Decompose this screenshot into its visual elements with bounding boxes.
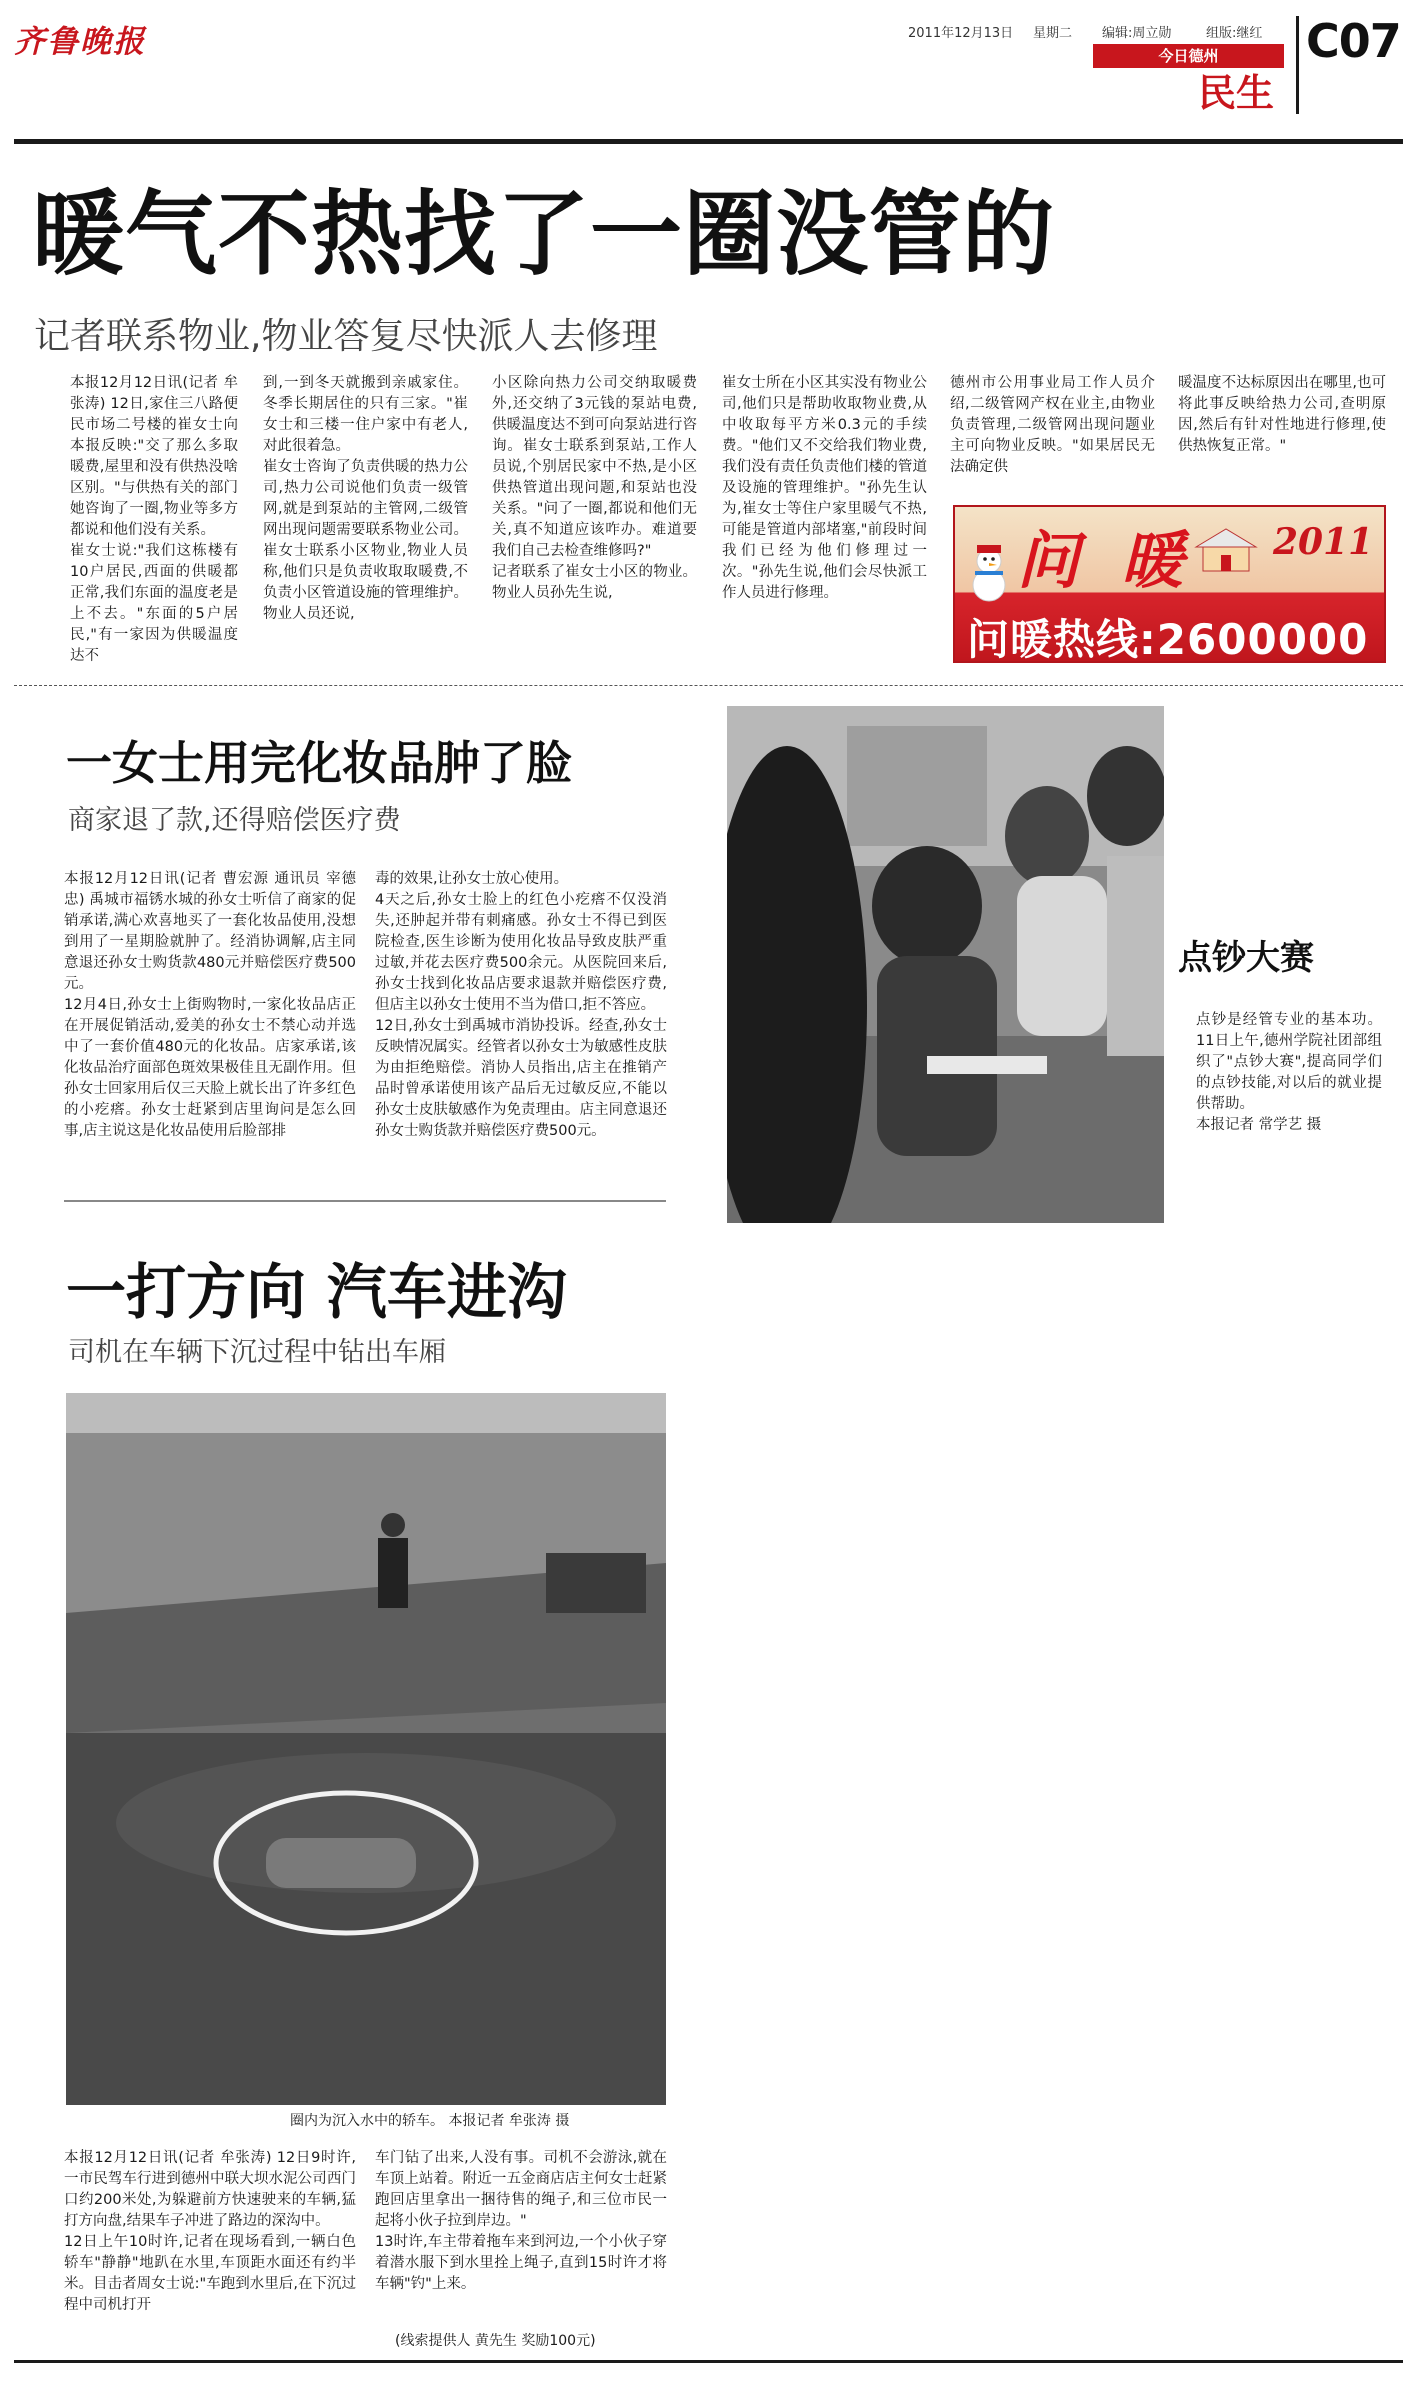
story1-headline: 暖气不热找了一圈没管的 [32,181,1056,288]
story3-subhead: 司机在车辆下沉过程中钻出车厢 [68,1337,446,1368]
story2-headline: 一女士用完化妆品肿了脸 [66,736,572,790]
story3-col-1: 本报12月12日讯(记者 牟张涛) 12日9时许,一市民驾车行进到德州中联大坝水泥公司西门口约200米处,为躲避前方快速驶来的车辆,猛打方向盘,结果车子冲进了路边的深沟中。 12日上午10时许,记者在现场看到,一辆白色轿车"静静"地趴在水里,车顶距水面还有约半米。目击者周女士说:"车跑到水里后,在下沉过程中司机打开 [64,2150,356,2313]
paper-logo: 齐鲁晚报 [14,24,146,60]
photo-feature-caption: 点钞是经管专业的基本功。11日上午,德州学院社团部组织了"点钞大赛",提高同学们的点钞技能,对以后的就业提供帮助。 本报记者 常学艺 摄 [1196,1012,1382,1133]
layout-credit: 组版:继红 [1206,26,1263,41]
story2-col-1: 本报12月12日讯(记者 曹宏源 通讯员 宰德忠) 禹城市福锈水城的孙女士听信了商家的促销承诺,满心欢喜地买了一套化妆品使用,没想到用了一星期脸就肿了。经消协调解,店主同意退还孙女士购货款480元并赔偿医疗费500元。 12月4日,孙女士上街购物时,一家化妆品店正在开展促销活动,爱美的孙女士不禁心动并选中了一套价值480元的化妆品。店家承诺,该化妆品治疗面部色斑效果极佳且无副作用。但孙女士回家用后仅三天脸上就长出了许多红色的小疙瘩。孙女士赶紧到店里询问是怎么回事,店主说这是化妆品使用后脸部排 [64,871,356,1139]
story1-col-6: 暖温度不达标原因出在哪里,也可将此事反映给热力公司,查明原因,然后有针对性地进行修理,使供热恢复正常。" [1178,375,1386,454]
section-label: 民生 [1198,71,1275,115]
story1-col-5: 德州市公用事业局工作人员介绍,二级管网产权在业主,由物业负责管理,二级管网出现问题业主可向物业反映。"如果居民无法确定供 [950,375,1155,475]
page-code: C07 [1306,14,1401,68]
story3-headline: 一打方向 汽车进沟 [66,1258,567,1328]
story3-tip-credit: (线索提供人 黄先生 奖励100元) [395,2333,596,2349]
region-tab: 今日德州 [1093,44,1284,68]
editor-credit: 编辑:周立勋 [1102,26,1172,41]
masthead-divider [1296,16,1299,114]
photo-feature-title: 点钞大赛 [1178,938,1314,978]
story1-col-3: 小区除向热力公司交纳取暖费外,还交纳了3元钱的泵站电费,供暖温度达不到可向泵站进行咨询。崔女士联系到泵站,工作人员说,个别居民家中不热,是小区供热管道出现问题,和泵站也没关系。"问了一圈,都说和他们无关,真不知道应该咋办。难道要我们自己去检查维修吗?" 记者联系了崔女士小区的物业。物业人员孙先生说, [492,375,697,601]
story3-col-2: 车门钻了出来,人没有事。司机不会游泳,就在车顶上站着。附近一五金商店店主何女士赶紧跑回店里拿出一捆待售的绳子,和三位市民一起将小伙子拉到岸边。" 13时许,车主带着拖车来到河边,一个小伙子穿着潜水服下到水里拴上绳子,直到15时许才将车辆"钓"上来。 [375,2150,667,2292]
ad-title-1: 问 [1017,524,1080,597]
hotline-ad [953,505,1386,663]
ad-year: 2011 [1273,521,1374,563]
ad-house-icon [1191,525,1261,573]
story1-col-4: 崔女士所在小区其实没有物业公司,他们只是帮助收取物业费,从中收取每平方米0.3元的手续费。"他们又不交给我们物业费,我们没有责任负责他们楼的管道及设施的管理维护。"孙先生认为,崔女士等住户家里暖气不热,可能是管道内部堵塞,"前段时间我们已经为他们修理过一次。"孙先生说,他们会尽快派工作人员进行修理。 [722,375,927,601]
story1-subhead: 记者联系物业,物业答复尽快派人去修理 [34,316,658,357]
story2-subhead: 商家退了款,还得赔偿医疗费 [68,805,401,836]
ad-hotline: 问暖热线:2600000 [967,615,1369,663]
story2-col-2: 毒的效果,让孙女士放心使用。 4天之后,孙女士脸上的红色小疙瘩不仅没消失,还肿起并带有刺痛感。孙女士不得已到医院检查,医生诊断为使用化妆品导致皮肤严重过敏,并花去医疗费500余元。从医院回来后,孙女士找到化妆品店要求退款并赔偿医疗费,但店主以孙女士使用不当为借口,拒不答应。 12日,孙女士到禹城市消协投诉。经查,孙女士反映情况属实。经管者以孙女士为敏感性皮肤为由拒绝赔偿。消协人员指出,店主在推销产品时曾承诺使用该产品后无过敏反应,不能以孙女士皮肤敏感作为免责理由。店主同意退还孙女士购货款并赔偿医疗费500元。 [375,871,667,1139]
issue-date: 2011年12月13日 [908,26,1014,41]
bottom-rule [14,2360,1403,2363]
photo-counting-contest [727,706,1164,1223]
ad-title-2: 暖 [1121,524,1184,597]
story1-col-2: 到,一到冬天就搬到亲戚家住。冬季长期居住的只有三家。"崔女士和三楼一住户家中有老人,对此很着急。 崔女士咨询了负责供暖的热力公司,热力公司说他们负责一级管网,就是到泵站的主管网,二级管网出现问题需要联系物业公司。崔女士联系小区物业,物业人员称,他们只是负责收取取暖费,不负责小区管道设施的管理维护。物业人员还说, [263,375,468,622]
photo-car-in-ditch [66,1393,666,2105]
story3-photo-caption: 圈内为沉入水中的轿车。 本报记者 牟张涛 摄 [290,2113,570,2129]
story2-bottom-rule [64,1200,666,1202]
top-rule [14,139,1403,144]
story1-col-1: 本报12月12日讯(记者 牟张涛) 12日,家住三八路便民市场二号楼的崔女士向本报反映:"交了那么多取暖费,屋里和没有供热没啥区别。"与供热有关的部门她咨询了一圈,物业等多方都说和他们没有关系。 崔女士说:"我们这栋楼有10户居民,西面的供暖都正常,我们东面的温度老是上不去。"东面的5户居民,"有一家因为供暖温度达不 [70,375,238,664]
issue-weekday: 星期二 [1033,26,1073,41]
ad-snowman-icon [965,543,1013,603]
story1-bottom-dash [14,685,1403,686]
